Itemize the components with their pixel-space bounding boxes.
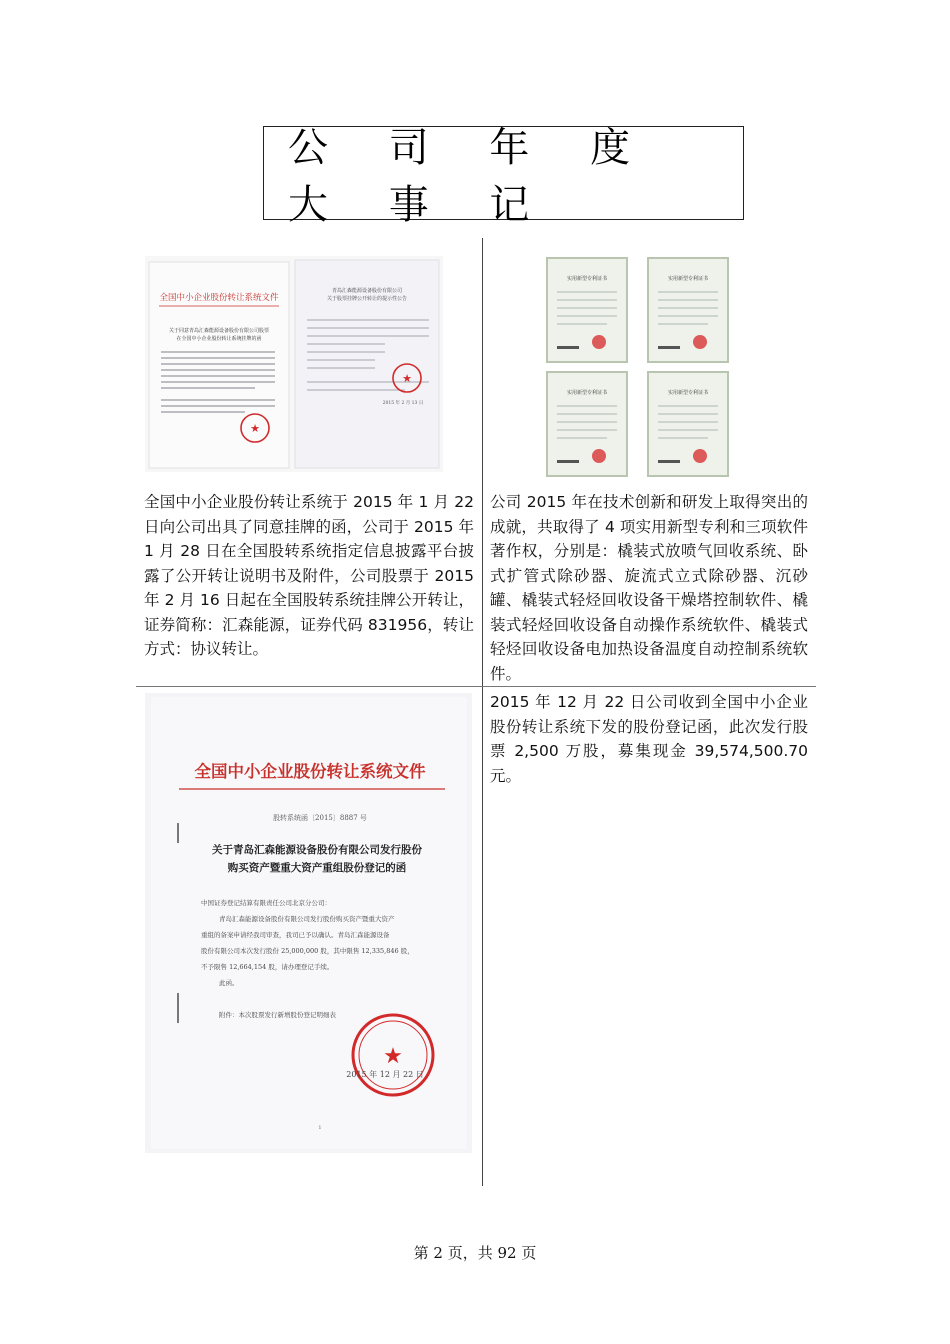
- letter-stamp-date: 2015 年 12 月 22 日: [346, 1070, 424, 1079]
- letter-attachment: 附件：本次股票发行新增股份登记明细表: [219, 1011, 336, 1019]
- table-divider-vertical: [482, 238, 483, 1186]
- certificate-title-1: 实用新型专利证书: [566, 276, 608, 282]
- letter-body-3: 股份有限公司本次发行股份 25,000,000 股，其中限售 12,335,846 股，: [201, 947, 414, 955]
- seal-star-icon: ★: [383, 1044, 403, 1069]
- photo-share-registration-letter: [145, 693, 472, 1153]
- announcement-company: 青岛汇森能源设备股份有限公司: [331, 288, 403, 294]
- photo-listing-approval: [145, 256, 443, 472]
- letter-header: 全国中小企业股份转让系统文件: [194, 762, 426, 781]
- letter-page-no: 1: [318, 1125, 322, 1131]
- approval-header: 全国中小企业股份转让系统文件: [159, 293, 279, 303]
- svg-text:★: ★: [402, 372, 412, 385]
- table-divider-horizontal: [136, 686, 816, 687]
- letter-ref-no: 股转系统函〔2015〕8887 号: [273, 814, 367, 822]
- page-footer: 第 2 页，共 92 页: [413, 1244, 537, 1262]
- certificate-title-4: 实用新型专利证书: [667, 390, 709, 396]
- letter-closing: 此函。: [219, 979, 239, 987]
- letter-body-2: 重组的备案申请经我司审查，我司已予以确认。青岛汇森能源设备: [201, 931, 390, 939]
- letter-addressee: 中国证券登记结算有限责任公司北京分公司：: [201, 899, 331, 907]
- letter-body-1: 青岛汇森能源设备股份有限公司发行股份购买资产暨重大资产: [219, 915, 395, 923]
- svg-text:★: ★: [250, 422, 260, 435]
- letter-subject-1: 关于青岛汇森能源设备股份有限公司发行股份: [212, 844, 422, 856]
- event-share-registration-text: 2015 年 12 月 22 日公司收到全国中小企业股份转让系统下发的股份登记函，此次发行股票 2,500 万股，募集现金 39,574,500.70 元。: [490, 693, 808, 785]
- certificate-title-2: 实用新型专利证书: [667, 276, 709, 282]
- photo-patent-certificates: [545, 256, 730, 480]
- event-listing-text: 全国中小企业股份转让系统于 2015 年 1 月 22 日向公司出具了同意挂牌的函，公司于 2015 年 1 月 28 日在全国股转系统指定信息披露平台披露了公开转让说明书及附件，公司股票于 2015 年 2 月 16 日起在全国股转系统挂牌公开转让，证券简称：汇森能源，证券代码 831956，转让方式：协议转让。: [144, 493, 474, 658]
- approval-subject-2: 在全国中小企业股份转让系统挂牌的函: [176, 336, 262, 342]
- announcement-date: 2015 年 2 月 13 日: [382, 401, 424, 406]
- certificate-title-3: 实用新型专利证书: [566, 390, 608, 396]
- letter-subject-2: 购买资产暨重大资产重组股份登记的函: [227, 862, 407, 874]
- approval-subject-1: 关于同意青岛汇森能源设备股份有限公司股票: [168, 328, 270, 334]
- event-patents-text: 公司 2015 年在技术创新和研发上取得突出的成就，共取得了 4 项实用新型专利和三项软件著作权，分别是：橇装式放喷气回收系统、卧式扩管式除砂器、旋流式立式除砂器、沉砂罐、橇装式轻烃回收设备干燥塔控制软件、橇装式轻烃回收设备自动操作系统软件、橇装式轻烃回收设备电加热设备温度自动控制系统软件。: [490, 493, 808, 683]
- title-box: [263, 125, 744, 228]
- page-title: 公 司 年 度 大 事 记: [288, 125, 655, 228]
- announcement-subject: 关于股票挂牌公开转让的提示性公告: [326, 296, 408, 302]
- letter-body-4: 不予限售 12,664,154 股，请办理登记手续。: [201, 963, 334, 971]
